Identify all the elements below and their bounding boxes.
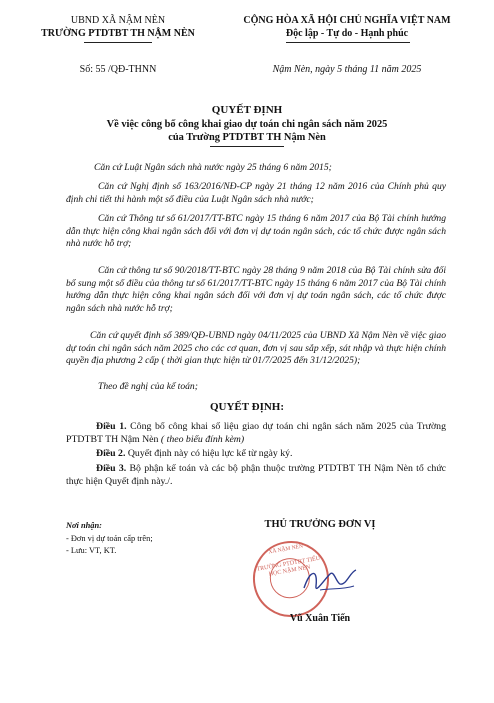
basis-ubnd-decision: Căn cứ quyết định số 389/QĐ-UBND ngày 04/11/2025 của UBND Xã Nậm Nèn về việc giao dự toán chi ngân sách năm 2025 cho các cơ quan, đơn vị sau sắp xếp, sát nhập và thực hiện chính quyền địa phương 2 cấp ( thời gian thực hiện từ 01/7/2025 đến 31/12/2025); [66, 330, 446, 367]
basis-proposal: Theo đề nghị của kế toán; [98, 381, 198, 392]
signer-name: Vũ Xuân Tiến [289, 613, 351, 624]
stamp-center-text: TRƯỜNG PTDTBT TIỂU HỌC NẬM NÈN [256, 555, 321, 578]
article-2 [66, 447, 446, 460]
agency-name: UBND XÃ NẬM NÈN [70, 15, 166, 26]
decision-subject-line2: của Trường PTDTBT TH Nậm Nèn [168, 132, 326, 143]
basis-law: Căn cứ Luật Ngân sách nhà nước ngày 25 tháng 6 năm 2015; [94, 162, 332, 173]
header-left-underline [84, 42, 152, 43]
place-date: Nậm Nèn, ngày 5 tháng 11 năm 2025 [272, 64, 422, 75]
school-name: TRƯỜNG PTDTBT TH NẬM NÈN [41, 28, 195, 39]
article-3-label: Điều 3. [96, 463, 127, 474]
basis-circular-90: Căn cứ thông tư số 90/2018/TT-BTC ngày 28 tháng 9 năm 2018 của Bộ Tài chính sửa đổi bổ sung một số điều của thông tư số 61/2017/TT-BTC ngày 15 tháng 6 năm 2017 của Bộ Tài chính hướng dẫn thực hiện công khai ngân sách đối với đơn vị dự toán ngân sách, các tổ chức được ngân sách nhà nước hỗ trợ; [66, 265, 446, 314]
basis-decree: Căn cứ Nghị định số 163/2016/NĐ-CP ngày 21 tháng 12 năm 2016 của Chính phủ quy định chi tiết thi hành một số điều của Luật Ngân sách nhà nước; [66, 181, 446, 205]
recipient-item: - Lưu: VT, KT. [66, 546, 117, 555]
stamp-ring-text: XÃ NẬM NÈN [268, 543, 304, 556]
document-number: Số: 55 /QĐ-THNN [79, 64, 157, 75]
national-motto: Độc lập - Tự do - Hạnh phúc [285, 28, 409, 39]
decision-heading: QUYẾT ĐỊNH: [209, 401, 285, 413]
recipients-title: Nơi nhận: [66, 521, 102, 530]
article-1-text: Công bố công khai số liệu giao dự toán chi ngân sách năm 2025 của Trường PTDTBT TH Nậm Nèn [66, 421, 446, 445]
article-2-text: Quyết định này có hiệu lực kể từ ngày ký. [125, 448, 293, 459]
article-2-label: Điều 2. [96, 448, 126, 459]
header-right-underline [286, 42, 410, 43]
basis-circular-61: Căn cứ Thông tư số 61/2017/TT-BTC ngày 15 tháng 6 năm 2017 của Bộ Tài chính hướng dẫn thực hiện công khai ngân sách đối với đơn vị dự toán ngân sách, các tổ chức được ngân sách nhà nước hỗ trợ; [66, 213, 446, 250]
handwritten-signature [300, 560, 360, 600]
article-1 [66, 420, 446, 446]
article-3-text: Bộ phận kế toán và các bộ phận thuộc trường PTDTBT TH Nậm Nèn tổ chức thực hiện Quyết định này./. [66, 463, 446, 487]
title-underline [210, 146, 284, 147]
article-3 [66, 462, 446, 488]
signer-position: THỦ TRƯỞNG ĐƠN VỊ [264, 519, 376, 530]
decision-subject-line1: Về việc công bố công khai giao dự toán chi ngân sách năm 2025 [106, 119, 388, 130]
national-title: CỘNG HÒA XÃ HỘI CHỦ NGHĨA VIỆT NAM [243, 15, 451, 26]
recipient-item: - Đơn vị dự toán cấp trên; [66, 534, 153, 543]
article-1-label: Điều 1. [96, 421, 127, 432]
article-1-note: ( theo biểu đính kèm) [158, 434, 245, 445]
decision-title: QUYẾT ĐỊNH [211, 104, 283, 116]
